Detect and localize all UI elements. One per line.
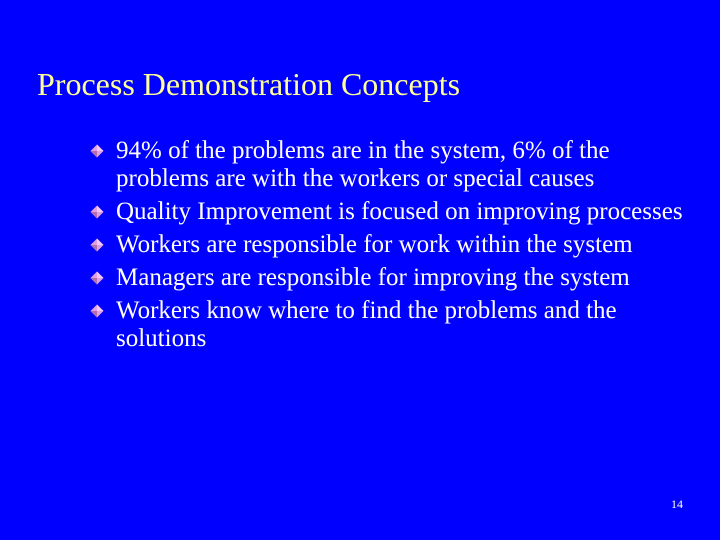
bullet-list (90, 137, 700, 358)
diamond-bullet-icon (90, 205, 104, 219)
diamond-bullet-icon (90, 304, 104, 318)
diamond-bullet-icon (90, 144, 104, 158)
bullet-text: Quality Improvement is focused on improving processes (116, 198, 683, 225)
bullet-item (90, 137, 700, 193)
slide-title: Process Demonstration Concepts (37, 66, 461, 102)
bullet-text: Workers know where to find the problems and the solutions (116, 297, 617, 352)
bullet-item (90, 297, 700, 353)
bullet-text: 94% of the problems are in the system, 6% of the problems are with the workers or special causes (116, 137, 610, 192)
bullet-item (90, 264, 700, 292)
diamond-bullet-icon (90, 238, 104, 252)
page-number: 14 (671, 497, 683, 511)
bullet-item (90, 198, 700, 226)
bullet-text: Workers are responsible for work within the system (116, 231, 633, 258)
bullet-item (90, 231, 700, 259)
bullet-text: Managers are responsible for improving the system (116, 264, 630, 291)
diamond-bullet-icon (90, 271, 104, 285)
